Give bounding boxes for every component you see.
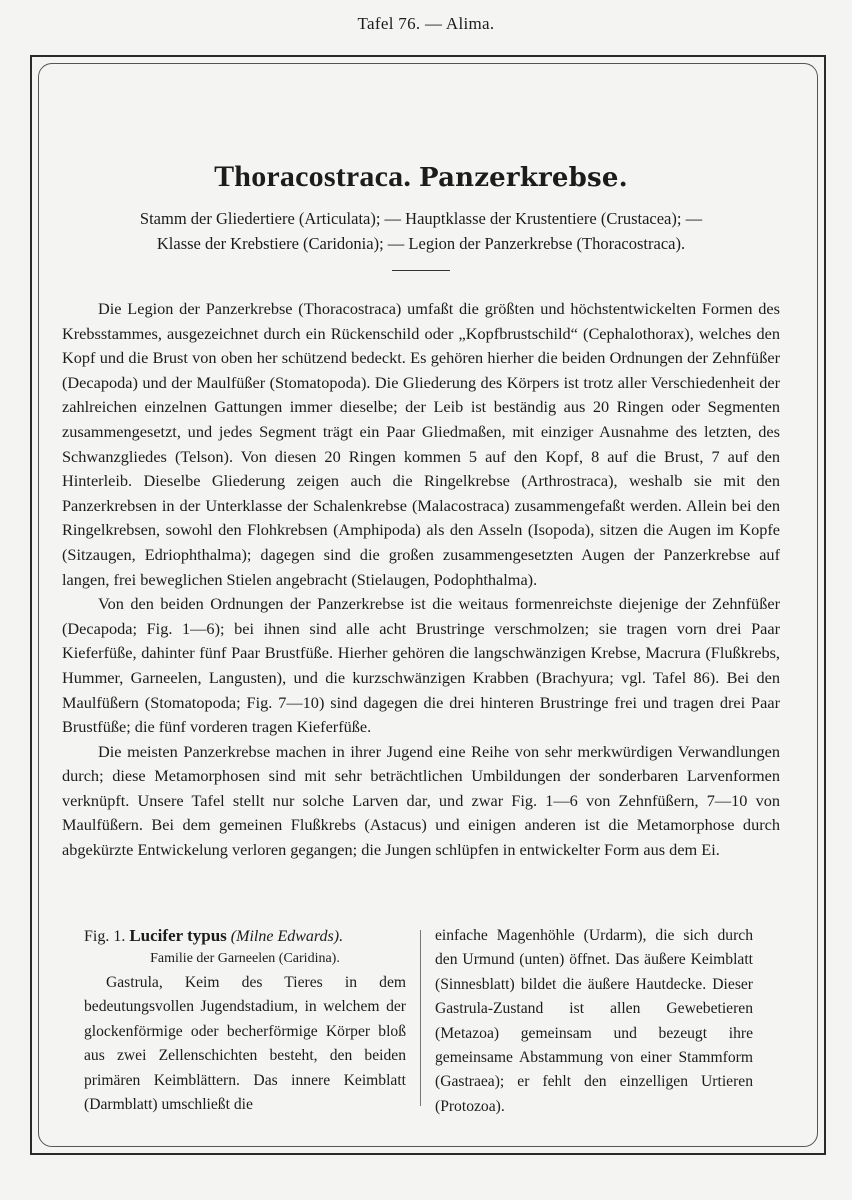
figure-heading bbox=[84, 924, 406, 949]
figure-label: Fig. 1. bbox=[84, 928, 126, 945]
paragraph-2: Von den beiden Ordnungen der Panzerkrebse ist die weitaus formenreichste diejenige der Zehnfüßer (Decapoda; Fig. 1—6); bei ihnen sind alle acht Brustringe verschmolzen; sie tragen vorn drei Paar Kieferfüße, dahinter fünf Paar Brustfüße. Hierher gehören die langschwänzigen Krebse, Macrura (Flußkrebs, Hummer, Garneelen, Langusten), und die kurzschwänzigen Krabben (Brachyura; vgl. Tafel 86). Bei den Maulfüßern (Stomatopoda; Fig. 7—10) sind dagegen die drei hinteren Brustringe frei und tragen drei Paar Brustfüße; die fünf vorderen tragen Kieferfüße. bbox=[62, 594, 780, 737]
figure-family: Familie der Garneelen (Caridina). bbox=[150, 951, 340, 966]
figure-column-left bbox=[84, 924, 420, 1114]
taxonomy-line-2: Klasse der Krebstiere (Caridonia); — Legion der Panzerkrebse (Thoracostraca). bbox=[156, 234, 686, 253]
page-title bbox=[62, 160, 780, 194]
figure-author: (Milne Edwards). bbox=[230, 928, 344, 945]
figure-column-right bbox=[421, 924, 753, 1115]
main-content bbox=[62, 160, 780, 863]
taxonomy-line-1: Stamm der Gliedertiere (Articulata); — Hauptklasse der Krustentiere (Crustacea); — bbox=[139, 209, 703, 228]
title-rule bbox=[392, 270, 450, 271]
figure-description bbox=[84, 924, 754, 1115]
paragraph-1: Die Legion der Panzerkrebse (Thoracostraca) umfaßt die größten und höchstentwickelten Formen des Krebsstammes, ausgezeichnet durch ein Rückenschild oder „Kopfbrustschild“ (Cephalothorax), welches den Kopf und die Brust von oben her schützend bedeckt. Es gehören hierher die beiden Ordnungen der Zehnfüßer (Decapoda) und der Maulfüßer (Stomatopoda). Die Gliederung des Körpers ist trotz aller Verschiedenheit der zahlreichen einzelnen Gattungen immer dieselbe; der Leib ist beständig aus 20 Ringen oder Segmenten zusammengesetzt, und jedes Segment trägt ein Paar Gliedmaßen, mit einziger Ausnahme des letzten, des Schwanzgliedes (Telson). Von diesen 20 Ringen kommen 5 auf den Kopf, 8 auf die Brust, 7 auf den Hinterleib. Dieselbe Gliederung zeigen auch die Ringelkrebse (Arthrostraca), weshalb sie mit den Panzerkrebsen in der Unterklasse der Schalenkrebse (Malacostraca) zusammengefaßt werden. Allein bei den Ringelkrebsen, sowohl den Flohkrebsen (Amphipoda) als den Asseln (Isopoda), sitzen die Augen im Kopfe (Sitzaugen, Edriophthalma); dagegen sind die großen zusammengesetzten Augen der Panzerkrebse auf langen, frei beweglichen Stielen angebracht (Stielaugen, Podophthalma). bbox=[62, 299, 780, 589]
figure-text-right: einfache Magenhöhle (Urdarm), die sich durch den Urmund (unten) öffnet. Das äußere Keimblatt (Sinnesblatt) bildet die äußere Hautdecke. Dieser Gastrula-Zustand ist allen Gewebetieren (Metazoa) gemeinsam und bezeugt ihre gemeinsame Abstammung von einer Stammform (Gastraea); er fehlt den einzelligen Urtieren (Protozoa). bbox=[435, 927, 753, 1115]
title-german: Panzerkrebse. bbox=[419, 163, 628, 193]
taxonomy bbox=[54, 206, 788, 256]
paragraph-3: Die meisten Panzerkrebse machen in ihrer Jugend eine Reihe von sehr merkwürdigen Verwandlungen durch; diese Metamorphosen sind mit sehr beträchtlichen Umbildungen der sonderbaren Larvenformen verknüpft. Unsere Tafel stellt nur solche Larven dar, und zwar Fig. 1—6 von Zehnfüßern, 7—10 von Maulfüßern. Bei dem gemeinen Flußkrebs (Astacus) und einigen anderen ist die Metamorphose durch abgekürzte Entwickelung verloren gegangen; die Jungen schlüpfen in entwickelter Form aus dem Ei. bbox=[62, 741, 780, 860]
running-head: Tafel 76. — Alima. bbox=[357, 14, 495, 33]
title-latin: Thoracostraca. bbox=[214, 160, 412, 193]
figure-species: Lucifer typus bbox=[129, 926, 227, 945]
figure-text-left: Gastrula, Keim des Tieres in dem bedeutungsvollen Jugendstadium, in welchem der glockenförmige oder becherförmige Körper bloß aus zwei Zellenschichten besteht, den beiden primären Keimblättern. Das innere Keimblatt (Darmblatt) umschließt die bbox=[84, 974, 406, 1114]
